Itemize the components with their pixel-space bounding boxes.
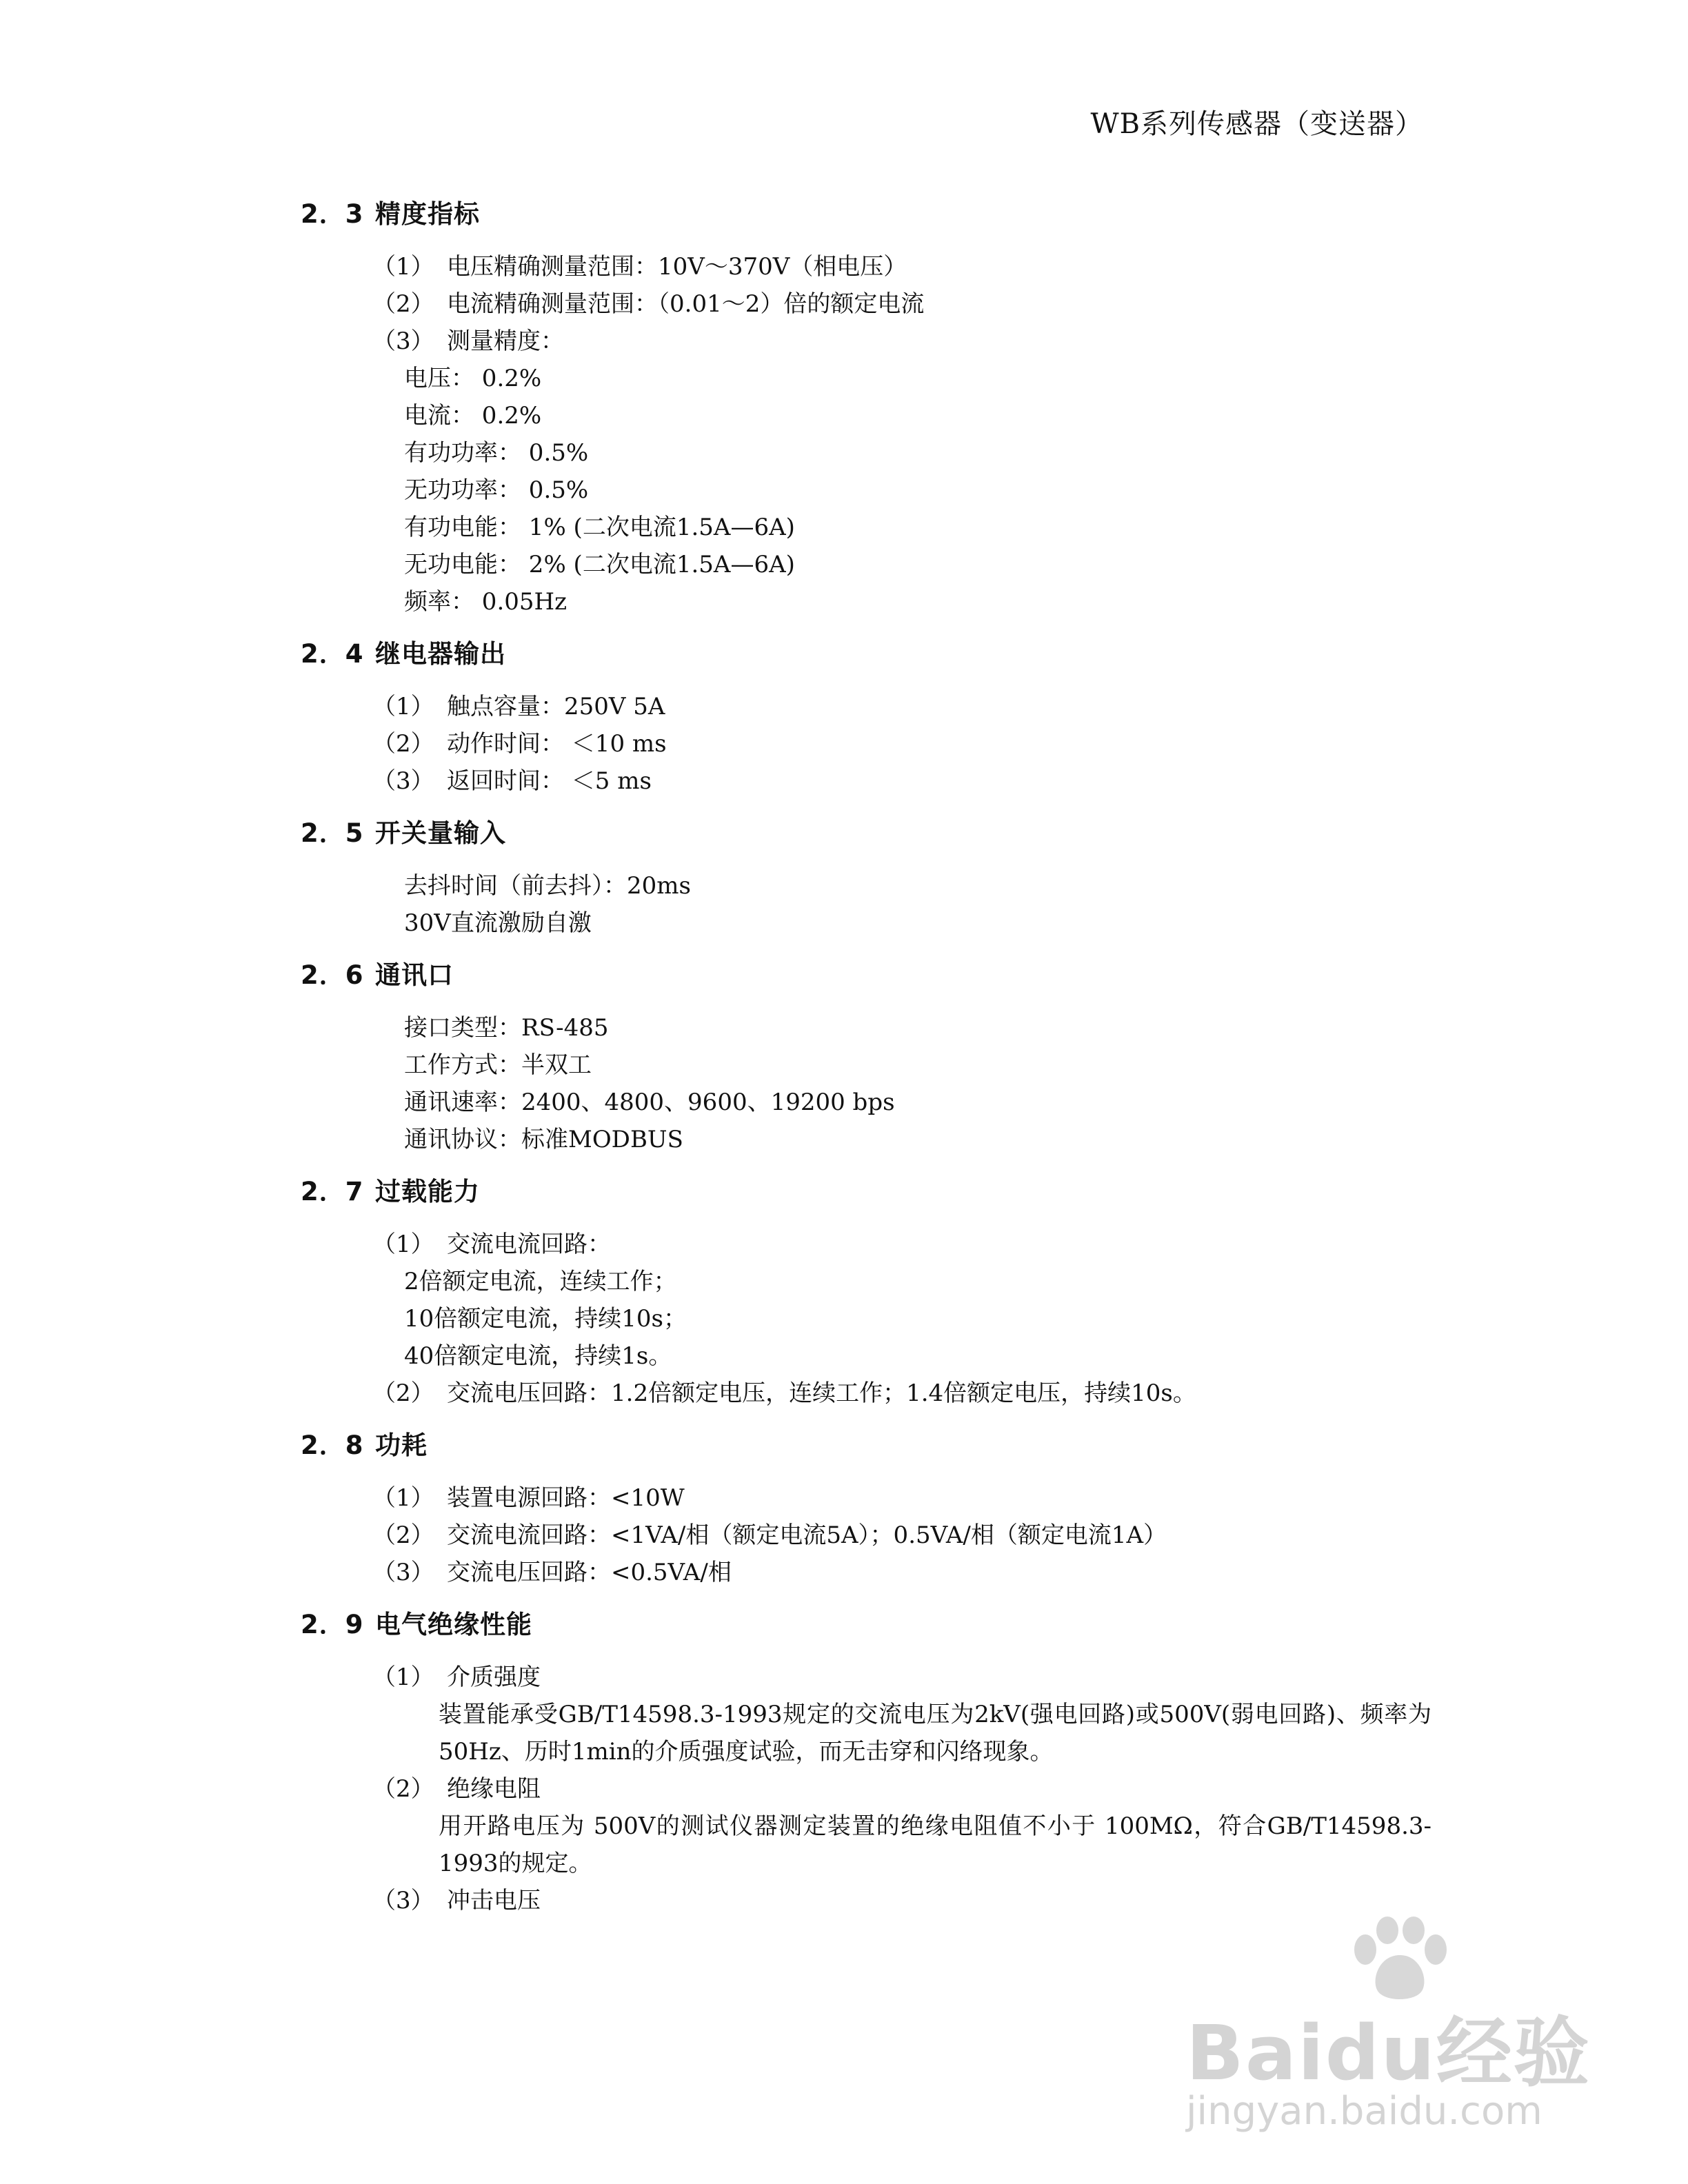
- section: [301, 1606, 1431, 1919]
- document-body: [301, 196, 1431, 1934]
- section-title-text: 电气绝缘性能: [375, 1610, 532, 1639]
- section-title-text: 开关量输入: [375, 818, 506, 848]
- section-title-text: 继电器输出: [375, 639, 506, 669]
- list-item-index: （2）: [372, 1775, 434, 1803]
- list-item: [301, 1770, 1431, 1808]
- paragraph: 装置能承受GB/T14598.3-1993规定的交流电压为2kV(强电回路)或500V(弱电回路)、频率为50Hz、历时1min的介质强度试验，而无击穿和闪络现象。: [439, 1701, 1431, 1766]
- detail-line: 10倍额定电流，持续10s；: [404, 1305, 687, 1333]
- detail-line: 通讯协议：标准MODBUS: [404, 1126, 683, 1153]
- detail-line: 接口类型：RS-485: [404, 1014, 609, 1042]
- detail-line: 电压： 0.2%: [404, 365, 542, 392]
- list-item: [301, 1517, 1431, 1554]
- list-item: [301, 762, 1431, 800]
- list-item-index: （2）: [372, 1521, 434, 1549]
- list-item: [301, 1479, 1431, 1517]
- section-body: [301, 248, 1431, 620]
- list-item-text: 冲击电压: [447, 1887, 541, 1914]
- list-item-text: 返回时间： ＜5 ms: [447, 767, 652, 795]
- detail-line: 通讯速率：2400、4800、9600、19200 bps: [404, 1089, 895, 1116]
- detail-line: 2倍额定电流，连续工作；: [404, 1268, 677, 1295]
- section-body: [301, 867, 1431, 942]
- section-title: [301, 957, 1431, 994]
- list-item-text: 绝缘电阻: [447, 1775, 541, 1803]
- section-title: [301, 1173, 1431, 1211]
- list-item-text: 测量精度：: [447, 327, 564, 355]
- section-number: 2．9: [301, 1610, 364, 1639]
- list-item: [301, 1554, 1431, 1591]
- list-item-index: （2）: [372, 1379, 434, 1407]
- section-body: [301, 1479, 1431, 1591]
- list-item-text: 交流电流回路：<1VA/相（额定电流5A）；0.5VA/相（额定电流1A）: [447, 1521, 1167, 1549]
- detail-line: 去抖时间（前去抖）：20ms: [404, 872, 691, 900]
- detail-line: 40倍额定电流，持续1s。: [404, 1342, 672, 1370]
- list-item: [301, 725, 1431, 762]
- watermark-url: jingyan.baidu.com: [1186, 2089, 1543, 2134]
- detail-line: 有功功率： 0.5%: [404, 439, 589, 467]
- section: [301, 636, 1431, 800]
- list-item: [301, 248, 1431, 285]
- detail-line: 无功功率： 0.5%: [404, 476, 589, 504]
- section-title: [301, 815, 1431, 852]
- list-item-index: （3）: [372, 1559, 434, 1586]
- detail-line: 电流： 0.2%: [404, 402, 542, 429]
- section-title: [301, 196, 1431, 233]
- section-number: 2．8: [301, 1430, 364, 1460]
- list-item-text: 触点容量：250V 5A: [447, 693, 665, 720]
- section-title-text: 通讯口: [375, 960, 454, 990]
- list-item-index: （3）: [372, 767, 434, 795]
- watermark-brand: Baidu经验: [1186, 2009, 1591, 2097]
- section-title-text: 功耗: [375, 1430, 428, 1460]
- list-item-index: （3）: [372, 327, 434, 355]
- section-title-text: 过载能力: [375, 1177, 480, 1206]
- list-item-text: 电流精确测量范围：（0.01～2）倍的额定电流: [447, 290, 925, 318]
- section-number: 2．3: [301, 199, 364, 229]
- list-item-text: 交流电流回路：: [447, 1231, 611, 1258]
- list-item-index: （2）: [372, 730, 434, 758]
- section-number: 2．6: [301, 960, 364, 990]
- detail-line: 无功电能： 2% (二次电流1.5A—6A): [404, 551, 795, 578]
- list-item: [301, 688, 1431, 725]
- list-item-index: （1）: [372, 1484, 434, 1512]
- section-body: [301, 688, 1431, 800]
- list-item: [301, 323, 1431, 360]
- list-item: [301, 285, 1431, 323]
- section-number: 2．7: [301, 1177, 364, 1206]
- list-item: [301, 1226, 1431, 1263]
- section-body: [301, 1226, 1431, 1412]
- section: [301, 196, 1431, 620]
- section-body: [301, 1659, 1431, 1919]
- detail-line: 有功电能： 1% (二次电流1.5A—6A): [404, 514, 795, 541]
- list-item-index: （1）: [372, 1231, 434, 1258]
- section-title: [301, 1606, 1431, 1644]
- paragraph: 用开路电压为 500V的测试仪器测定装置的绝缘电阻值不小于 100MΩ，符合GB/T14598.3-1993的规定。: [439, 1812, 1431, 1877]
- detail-line: 30V直流激励自激: [404, 909, 592, 937]
- section: [301, 815, 1431, 942]
- list-item-text: 交流电压回路：<0.5VA/相: [447, 1559, 732, 1586]
- list-item: [301, 1659, 1431, 1696]
- section: [301, 1173, 1431, 1412]
- list-item-index: （1）: [372, 1664, 434, 1691]
- baidu-jingyan-watermark: [1172, 1917, 1600, 2144]
- document-header: WB系列传感器（变送器）: [1090, 108, 1423, 140]
- list-item-text: 动作时间： ＜10 ms: [447, 730, 667, 758]
- section-title: [301, 1427, 1431, 1464]
- section: [301, 1427, 1431, 1591]
- list-item: [301, 1375, 1431, 1412]
- section-title-text: 精度指标: [375, 199, 480, 229]
- list-item-text: 介质强度: [447, 1664, 541, 1691]
- section-number: 2．5: [301, 818, 364, 848]
- list-item-index: （1）: [372, 253, 434, 281]
- list-item: [301, 1882, 1431, 1919]
- section-number: 2．4: [301, 639, 364, 669]
- section: [301, 957, 1431, 1158]
- section-body: [301, 1009, 1431, 1158]
- list-item-text: 电压精确测量范围：10V～370V（相电压）: [447, 253, 907, 281]
- detail-line: 工作方式：半双工: [404, 1051, 592, 1079]
- list-item-text: 交流电压回路：1.2倍额定电压，连续工作；1.4倍额定电压，持续10s。: [447, 1379, 1196, 1407]
- list-item-index: （1）: [372, 693, 434, 720]
- detail-line: 频率： 0.05Hz: [404, 588, 567, 616]
- section-title: [301, 636, 1431, 673]
- list-item-index: （3）: [372, 1887, 434, 1914]
- list-item-index: （2）: [372, 290, 434, 318]
- list-item-text: 装置电源回路：<10W: [447, 1484, 685, 1512]
